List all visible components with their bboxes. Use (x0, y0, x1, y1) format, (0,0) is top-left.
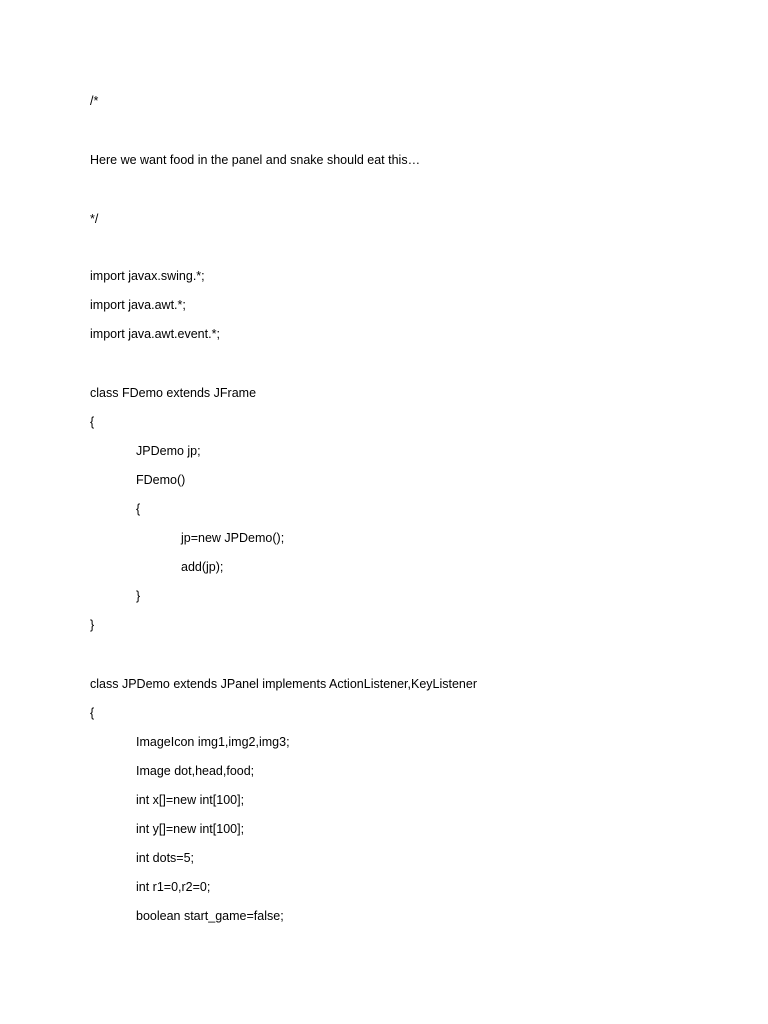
code-line: boolean start_game=false; (136, 909, 284, 923)
code-line: add(jp); (181, 560, 224, 574)
code-line: int dots=5; (136, 851, 195, 865)
code-line: */ (90, 212, 99, 226)
code-line: class JPDemo extends JPanel implements ActionListener,KeyListener (90, 677, 477, 691)
code-line: import java.awt.event.*; (90, 327, 220, 341)
code-line: int x[]=new int[100]; (136, 793, 245, 807)
code-line: jp=new JPDemo(); (181, 531, 285, 545)
code-line: Here we want food in the panel and snake should eat this… (90, 153, 421, 167)
code-line: } (90, 618, 95, 632)
code-line: int r1=0,r2=0; (136, 880, 211, 894)
code-line: ImageIcon img1,img2,img3; (136, 735, 290, 749)
code-line: { (136, 502, 141, 516)
code-line: import javax.swing.*; (90, 269, 205, 283)
code-line: } (136, 589, 141, 603)
code-line: JPDemo jp; (136, 444, 201, 458)
code-line: class FDemo extends JFrame (90, 386, 257, 400)
code-line: { (90, 415, 95, 429)
code-line: { (90, 706, 95, 720)
code-line: Image dot,head,food; (136, 764, 255, 778)
code-line: FDemo() (136, 473, 186, 487)
code-line: /* (90, 94, 99, 108)
code-line: import java.awt.*; (90, 298, 186, 312)
code-line: int y[]=new int[100]; (136, 822, 245, 836)
